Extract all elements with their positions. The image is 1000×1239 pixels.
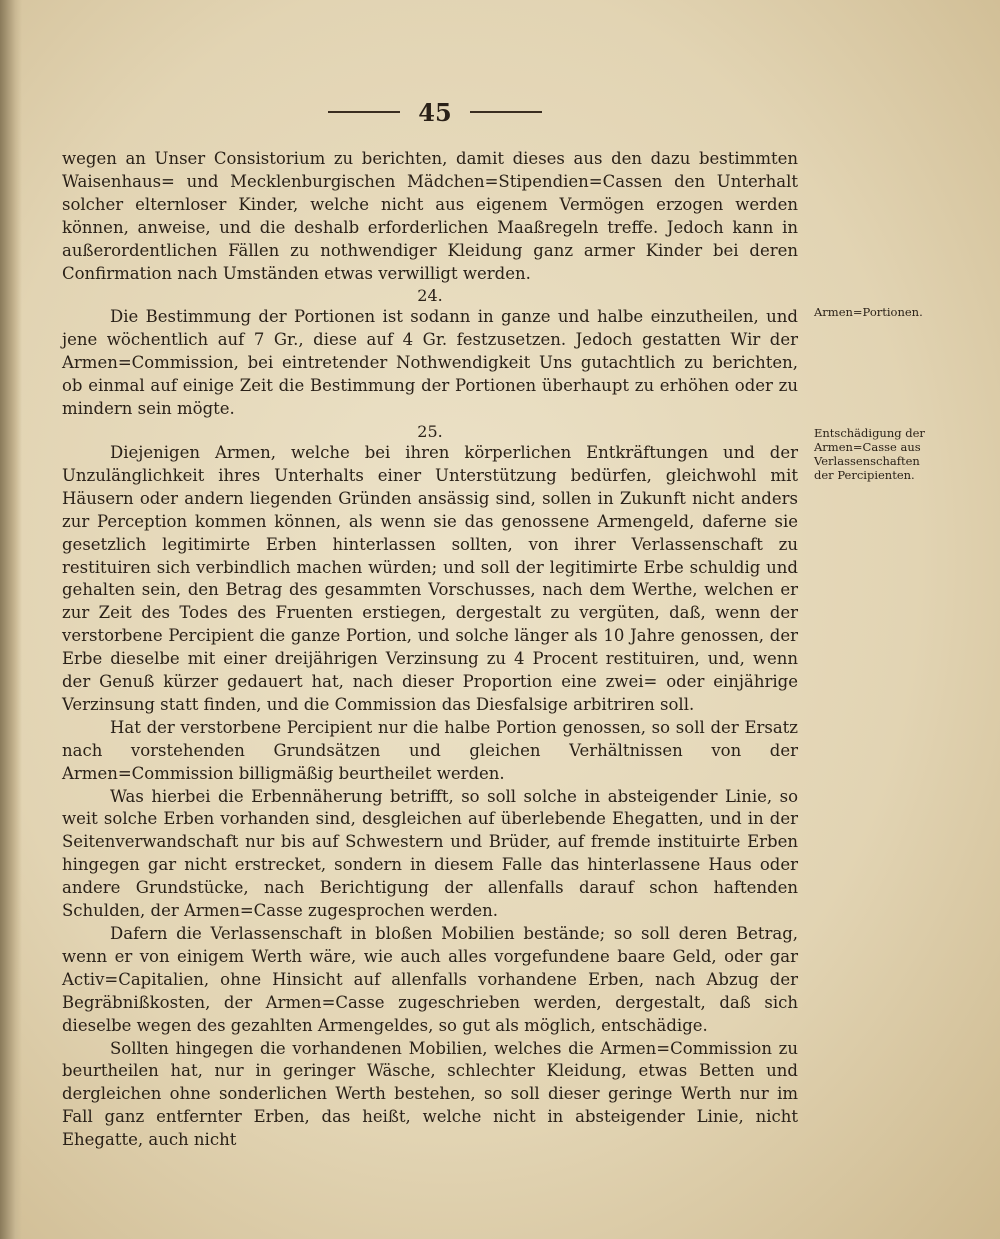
header-rule-right [470,111,542,113]
section-number-24: 24. [417,286,443,306]
body-text [62,148,798,1152]
binding-gutter [0,0,22,1239]
section-24-text: Die Bestimmung der Portionen ist sodann in ganze und halbe einzutheilen, und jene wöchentlich auf 7 Gr., diese auf 4 Gr. festzusetzen. Jedoch gestatten Wir der Armen=Commission, bei eintretender Nothwendigkeit Uns gutachtlich zu berichten, ob einmal auf einige Zeit die Bestimmung der Portionen überhaupt zu erhöhen oder zu mindern sein mögte. [62,307,798,419]
section-25-paragraph-5: Sollten hingegen die vorhandenen Mobilien, welches die Armen=Commission zu beurtheilen hat, nur in geringer Wäsche, schlechter Kleidung, etwas Betten und dergleichen ohne sonderlichen Werth bestehen, so soll dieser geringe Werth nur im Fall ganz entfernter Erben, das heißt, welche nicht in absteigender Linie, nicht Ehegatte, auch nicht [62,1038,798,1150]
section-25-paragraph-4: Dafern die Verlassenschaft in bloßen Mobilien bestände; so soll deren Betrag, wenn er von einigem Werth wäre, wie auch alles vorgefundene baare Geld, oder gar Activ=Capitalien, ohne Hinsicht auf allenfalls vorhandene Erben, nach Abzug der Begräbnißkosten, der Armen=Casse zugeschrieben werden, dergestalt, daß sich dieselbe wegen des gezahlten Armengeldes, so gut als möglich, entschädige. [62,924,798,1035]
section-25-paragraph-1: Diejenigen Armen, welche bei ihren körperlichen Entkräftungen und der Unzulänglichkeit ihres Unterhalts einer Unterstützung bedürfen, gleichwohl mit Häusern oder andern liegenden Gründen ansässig sind, sollen in Zukunft nicht anders zur Perception kommen können, als wenn sie das genossene Armengeld, daferne sie gesetzlich legitimirte Erben hinterlassen sollten, von ihrer Verlassenschaft zu restituiren sich verbindlich machen würden; und soll der legitimirte Erbe schuldig und gehalten sein, den Betrag des gesammten Vorschusses, nach dem Werthe, welchen er zur Zeit des Todes des Fruenten erstiegen, dergestalt zu vergüten, daß, wenn der verstorbene Percipient die ganze Portion, und solche länger als 10 Jahre genossen, der Erbe dieselbe mit einer dreijährigen Verzinsung zu 4 Procent restituiren, und, wenn der Genuß kürzer gedauert hat, nach dieser Proportion eine zwei= oder einjährige Verzinsung statt finden, und die Commission das Diesfalsige arbitriren soll. [62,442,798,714]
margin-note-entschaedigung: Entschädigung der Armen=Casse aus Verlassenschaften der Percipienten. [814,426,925,482]
section-25-paragraph-2: Hat der verstorbene Percipient nur die halbe Portion genossen, so soll der Ersatz nach vorstehenden Grundsätzen und gleichen Verhältnissen von der Armen=Commission billigmäßig beurtheilet werden. [62,717,798,783]
section-number-25: 25. [417,421,443,441]
page-number: 45 [418,97,452,127]
section-25-paragraph-3: Was hierbei die Erbennäherung betrifft, so soll solche in absteigender Linie, so weit solche Erben vorhanden sind, desgleichen auf überlebende Ehegatten, und in der Seitenverwandschaft nur bis auf Schwestern und Brüder, auf fremde instituirte Erben hingegen gar nicht erstrecket, sondern in diesem Falle das hinterlassene Haus oder andere Grundstücke, nach Berichtigung der allenfalls darauf schon haftenden Schulden, der Armen=Casse zugesprochen werden. [62,786,798,921]
page-header [320,94,550,130]
margin-note-armen-portionen: Armen=Portionen. [814,305,923,319]
paragraph-continued: wegen an Unser Consistorium zu berichten, damit dieses aus den dazu bestimmten Waisenhaus= und Mecklenburgischen Mädchen=Stipendien=Cassen den Unterhalt solcher elternloser Kinder, welche nicht aus eigenem Vermögen erzogen werden können, anweise, und die deshalb erforderlichen Maaßregeln treffe. Jedoch kann in außerordentlichen Fällen zu nothwendiger Kleidung ganz armer Kinder bei deren Confirmation nach Umständen etwas verwilligt werden. [62,149,798,283]
header-rule-left [328,111,400,113]
